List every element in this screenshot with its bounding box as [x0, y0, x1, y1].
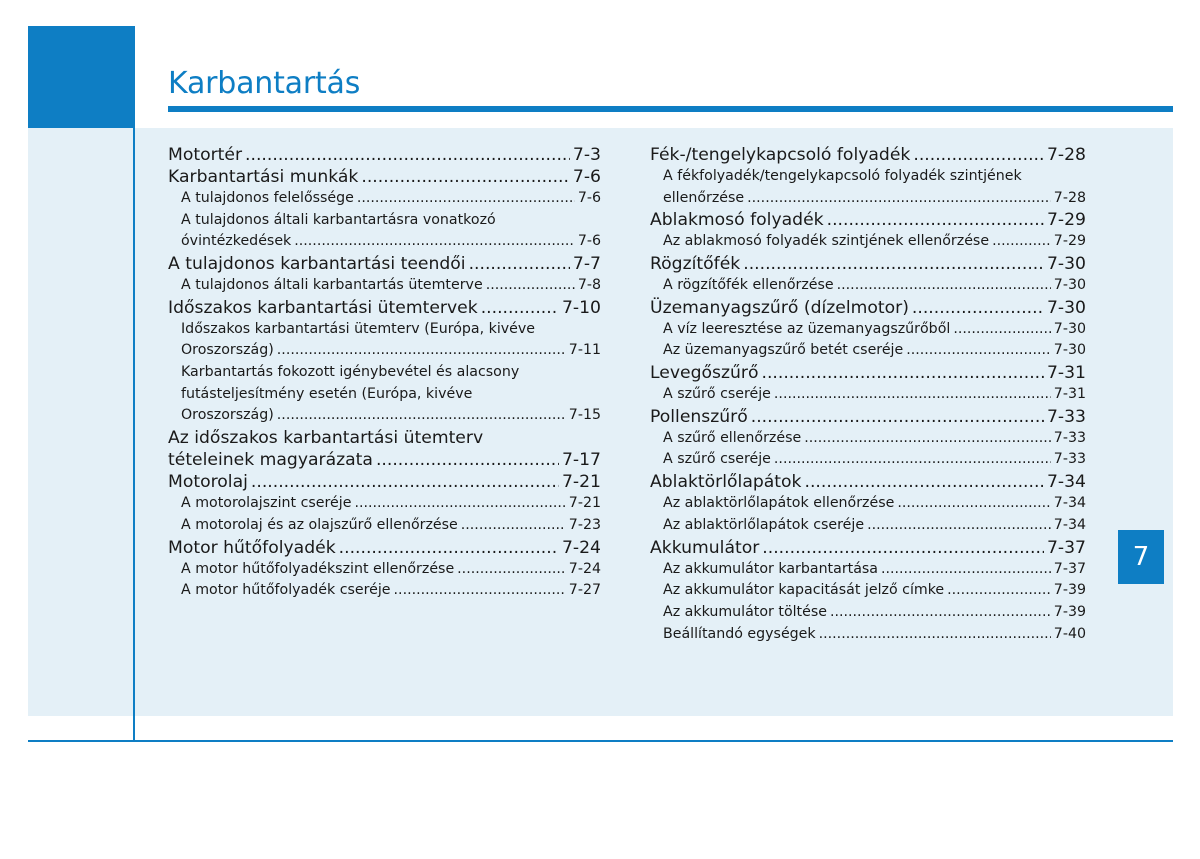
dot-leader [774, 449, 1051, 471]
toc-entry-label: A motorolajszint cseréje [181, 495, 352, 512]
toc-page-number: 7-37 [1046, 537, 1086, 558]
chapter-color-block [28, 26, 134, 128]
dot-leader [357, 188, 575, 210]
dot-leader [913, 144, 1044, 166]
toc-page-number: 7-7 [572, 254, 601, 275]
chapter-tab[interactable]: 7 [1118, 530, 1164, 584]
dot-leader [486, 275, 575, 297]
toc-entry-label: Az ablaktörlőlapátok ellenőrzése [663, 495, 895, 512]
toc-subentry[interactable] [650, 624, 1086, 646]
toc-subentry[interactable] [650, 450, 1086, 472]
toc-entry[interactable] [650, 297, 1086, 319]
toc-subentry[interactable] [168, 580, 601, 602]
toc-entry-continuation: Időszakos karbantartási ütemterv (Európa, kivéve [181, 320, 536, 337]
toc-page-number: 7-33 [1046, 406, 1086, 427]
dot-leader [294, 231, 575, 253]
toc-entry-label: A motor hűtőfolyadékszint ellenőrzése [181, 560, 455, 577]
toc-entry-label: Ablaktörlőlapátok [650, 472, 802, 493]
dot-leader [751, 406, 1044, 428]
toc-page-number: 7-30 [1053, 342, 1086, 359]
toc-page-number: 7-6 [577, 189, 601, 206]
toc-entry-label: Beállítandó egységek [663, 625, 816, 642]
dot-leader [992, 231, 1051, 253]
toc-entry-label: Oroszország) [181, 342, 274, 359]
toc-entry[interactable] [168, 537, 601, 559]
dot-leader [251, 471, 559, 493]
toc-page-number: 7-6 [572, 167, 601, 187]
toc-entry[interactable] [168, 471, 601, 493]
toc-subentry[interactable] [650, 275, 1086, 297]
toc-page-number: 7-39 [1053, 582, 1086, 599]
dot-leader [743, 253, 1044, 275]
dot-leader [953, 319, 1050, 341]
toc-entry-label: Oroszország) [181, 407, 274, 424]
toc-subentry[interactable] [650, 340, 1086, 362]
toc-page-number: 7-30 [1046, 297, 1086, 318]
dot-leader [394, 580, 566, 602]
toc-page-number: 7-23 [568, 516, 601, 533]
toc-page-number: 7-11 [568, 342, 601, 359]
toc-page-number: 7-27 [568, 582, 601, 599]
toc-subentry[interactable] [168, 231, 601, 253]
toc-entry-continuation: A tulajdonos általi karbantartásra vonatkozó [181, 211, 496, 228]
toc-entry-label: Motor hűtőfolyadék [168, 537, 336, 558]
toc-entry-label: Levegőszűrő [650, 363, 759, 384]
toc-entry-label: Az üzemanyagszűrő betét cseréje [663, 342, 904, 359]
toc-page-number: 7-28 [1053, 189, 1086, 206]
toc-entry[interactable] [168, 297, 601, 319]
toc-entry-continuation: Karbantartás fokozott igénybevétel és alacsony [181, 364, 520, 381]
toc-entry-label: Pollenszűrő [650, 406, 748, 427]
toc-entry-label: ellenőrzése [663, 189, 745, 206]
toc-column-left [168, 144, 601, 602]
dot-leader [947, 580, 1051, 602]
toc-entry[interactable] [650, 253, 1086, 275]
toc-page-number: 7-31 [1046, 363, 1086, 384]
toc-entry[interactable] [650, 362, 1086, 384]
toc-entry-label: Akkumulátor [650, 537, 760, 558]
toc-entry[interactable] [650, 144, 1086, 166]
dot-leader [277, 405, 566, 427]
toc-entry-label: Karbantartási munkák [168, 167, 359, 187]
toc-subentry[interactable] [168, 493, 601, 515]
toc-entry-label: Az akkumulátor karbantartása [663, 560, 878, 577]
toc-subentry[interactable] [168, 559, 601, 581]
bottom-rule [28, 740, 1173, 742]
toc-entry-label: Az akkumulátor töltése [663, 603, 827, 620]
title-underline [168, 106, 1173, 112]
dot-leader [837, 275, 1051, 297]
toc-entry[interactable] [650, 471, 1086, 493]
toc-subentry[interactable] [650, 580, 1086, 602]
toc-page-number: 7-24 [561, 537, 601, 558]
toc-page-number: 7-17 [561, 450, 601, 471]
margin-rule [133, 26, 135, 742]
toc-entry-label: A motor hűtőfolyadék cseréje [181, 582, 391, 599]
dot-leader [881, 559, 1051, 581]
toc-page-number: 7-28 [1046, 145, 1086, 165]
dot-leader [461, 515, 566, 537]
dot-leader [761, 362, 1044, 384]
toc-entry-continuation: Az időszakos karbantartási ütemterv [168, 428, 484, 449]
toc-page-number: 7-3 [572, 145, 601, 165]
toc-page-number: 7-29 [1053, 233, 1086, 250]
dot-leader [830, 602, 1051, 624]
toc-entry-continuation: A fékfolyadék/tengelykapcsoló folyadék szintjének [663, 168, 1022, 184]
dot-leader [481, 297, 559, 319]
dot-leader [469, 253, 570, 275]
toc-subentry[interactable] [168, 275, 601, 297]
toc-page-number: 7-8 [577, 277, 601, 294]
dot-leader [912, 297, 1044, 319]
toc-page-number: 7-33 [1053, 451, 1086, 468]
dot-leader [906, 340, 1051, 362]
toc-subentry[interactable] [168, 406, 601, 428]
dot-leader [339, 537, 559, 559]
toc-page-number: 7-30 [1053, 320, 1086, 337]
toc-subentry[interactable] [168, 515, 601, 537]
toc-entry-label: Ablakmosó folyadék [650, 210, 824, 231]
dot-leader [245, 144, 570, 166]
toc-subentry[interactable] [650, 384, 1086, 406]
toc-entry-label: A tulajdonos általi karbantartás ütemterve [181, 277, 483, 294]
toc-page-number: 7-24 [568, 560, 601, 577]
toc-subentry[interactable] [650, 493, 1086, 515]
toc-entry[interactable] [168, 253, 601, 275]
dot-leader [867, 515, 1051, 537]
toc-entry-label: Az akkumulátor kapacitását jelző címke [663, 582, 945, 599]
toc-entry-label: Rögzítőfék [650, 254, 741, 275]
toc-entry-label: Az ablaktörlőlapátok cseréje [663, 516, 865, 533]
dot-leader [897, 493, 1050, 515]
toc-page-number: 7-30 [1053, 277, 1086, 294]
toc-page-number: 7-10 [561, 297, 601, 318]
toc-entry-label: Fék-/tengelykapcsoló folyadék [650, 145, 911, 165]
toc-subentry[interactable] [650, 602, 1086, 624]
dot-leader [747, 188, 1051, 210]
dot-leader [804, 428, 1051, 450]
toc-entry-label: tételeinek magyarázata [168, 450, 373, 471]
toc-entry-label: A szűrő ellenőrzése [663, 429, 802, 446]
toc-page-number: 7-34 [1046, 472, 1086, 493]
toc-entry[interactable] [650, 209, 1086, 231]
dot-leader [376, 449, 559, 471]
toc-column-right [650, 144, 1086, 645]
toc-page-number: 7-34 [1053, 516, 1086, 533]
toc-entry[interactable] [650, 406, 1086, 428]
toc-subentry[interactable] [168, 188, 601, 210]
toc-entry-label: óvintézkedések [181, 233, 292, 250]
toc-entry-label: A szűrő cseréje [663, 386, 771, 403]
toc-entry-label: Motorolaj [168, 472, 248, 493]
toc-page-number: 7-39 [1053, 603, 1086, 620]
dot-leader [819, 624, 1051, 646]
toc-entry-label: Időszakos karbantartási ütemtervek [168, 297, 478, 318]
toc-subentry[interactable] [650, 231, 1086, 253]
toc-page-number: 7-37 [1053, 560, 1086, 577]
toc-subentry[interactable] [168, 340, 601, 362]
toc-entry-label: Üzemanyagszűrő (dízelmotor) [650, 297, 909, 318]
toc-entry-label: A tulajdonos felelőssége [181, 189, 354, 206]
dot-leader [361, 166, 570, 188]
toc-page-number: 7-21 [568, 495, 601, 512]
toc-entry-label: A tulajdonos karbantartási teendői [168, 254, 466, 275]
toc-page-number: 7-15 [568, 407, 601, 424]
toc-subentry[interactable] [650, 515, 1086, 537]
toc-subentry[interactable] [650, 188, 1086, 210]
dot-leader [457, 559, 566, 581]
toc-entry-label: Az ablakmosó folyadék szintjének ellenőrzése [663, 233, 990, 250]
toc-entry-label: Motortér [168, 145, 243, 165]
toc-page-number: 7-40 [1053, 625, 1086, 642]
dot-leader [762, 537, 1044, 559]
toc-page-number: 7-30 [1046, 254, 1086, 275]
dot-leader [354, 493, 565, 515]
toc-page-number: 7-33 [1053, 429, 1086, 446]
toc-page-number: 7-21 [561, 472, 601, 493]
toc-entry-label: A víz leeresztése az üzemanyagszűrőből [663, 320, 951, 337]
toc-page-number: 7-6 [577, 233, 601, 250]
toc-page-number: 7-31 [1053, 386, 1086, 403]
toc-page-number: 7-29 [1046, 210, 1086, 231]
page-title: Karbantartás [168, 66, 361, 101]
toc-page-number: 7-34 [1053, 495, 1086, 512]
toc-entry[interactable] [168, 449, 601, 471]
toc-entry-continuation: futásteljesítmény esetén (Európa, kivéve [181, 385, 473, 402]
toc-entry[interactable] [168, 144, 601, 166]
toc-subentry[interactable] [650, 559, 1086, 581]
dot-leader [805, 471, 1044, 493]
dot-leader [774, 384, 1051, 406]
toc-entry-label: A szűrő cseréje [663, 451, 771, 468]
toc-entry-label: A rögzítőfék ellenőrzése [663, 277, 834, 294]
dot-leader [827, 209, 1044, 231]
toc-subentry[interactable] [650, 428, 1086, 450]
toc-entry-label: A motorolaj és az olajszűrő ellenőrzése [181, 516, 458, 533]
toc-entry[interactable] [650, 537, 1086, 559]
toc-subentry[interactable] [650, 319, 1086, 341]
dot-leader [277, 340, 566, 362]
toc-entry[interactable] [168, 166, 601, 188]
